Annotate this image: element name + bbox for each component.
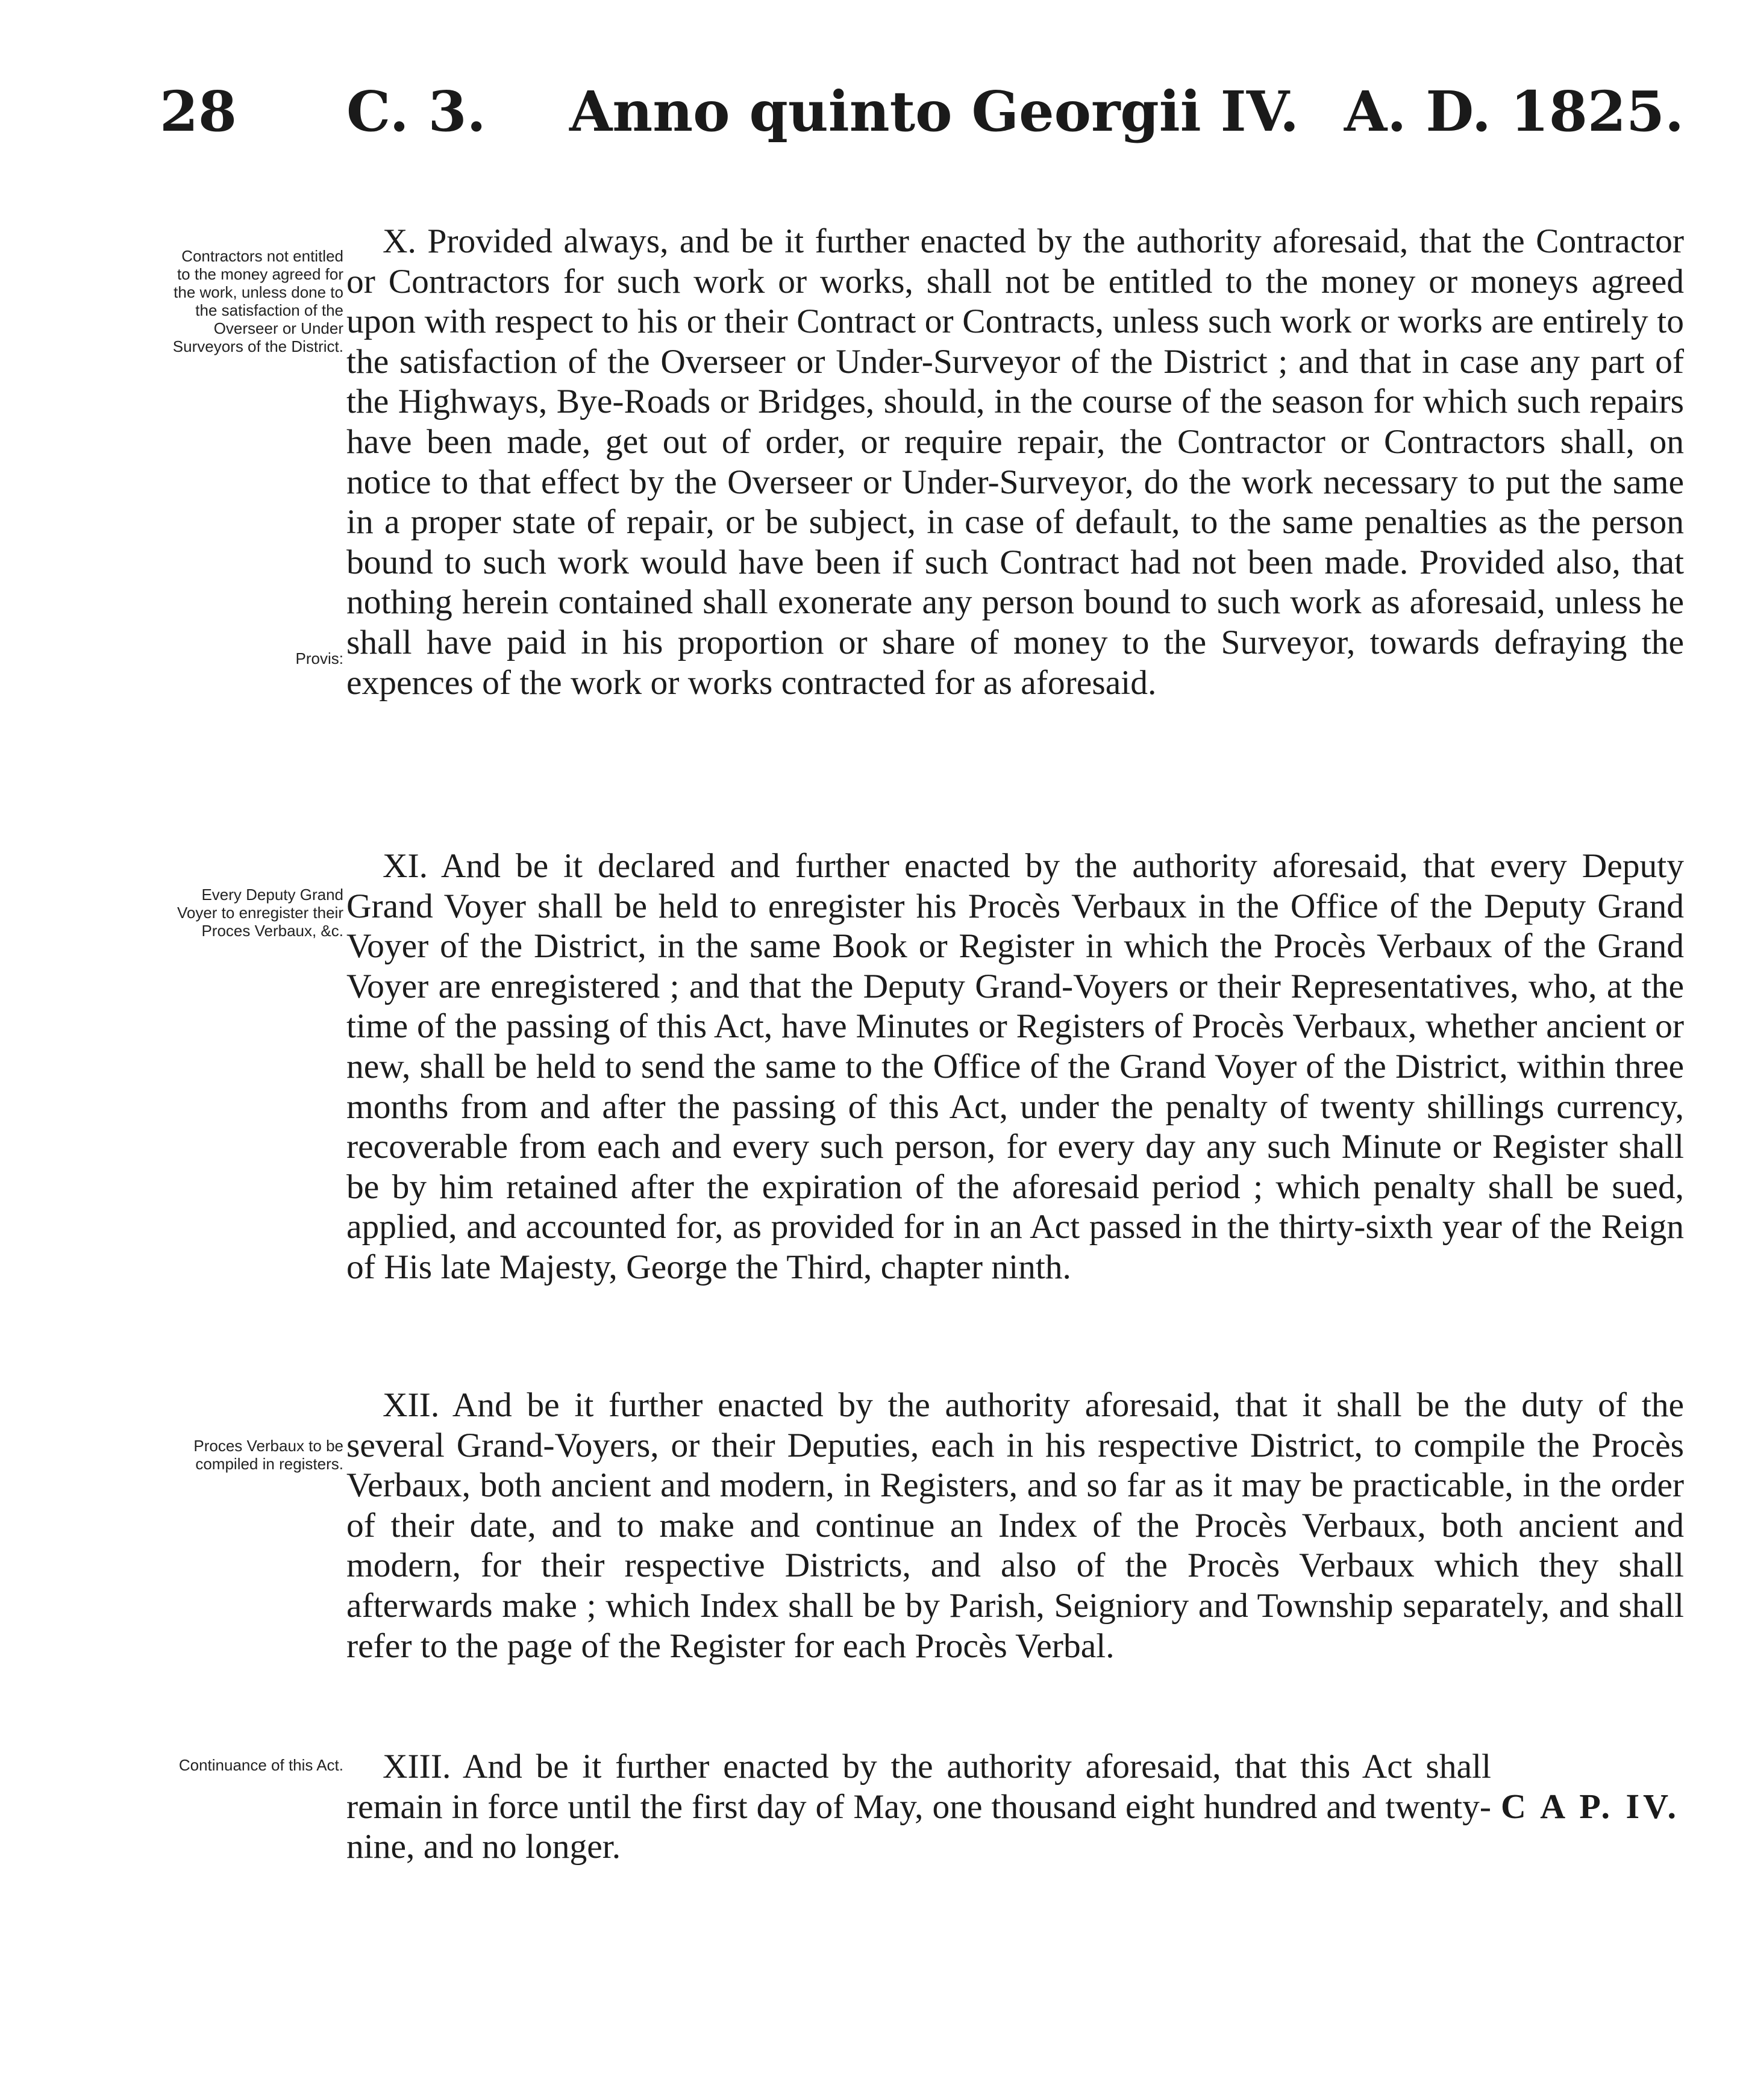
- margin-note-provis: Provis:: [295, 649, 343, 667]
- running-title: Anno quinto Georgii IV.: [569, 79, 1300, 144]
- year-heading: A. D. 1825.: [1344, 79, 1684, 144]
- catchword: C A P. IV.: [1501, 1787, 1680, 1826]
- page-number: 28: [160, 79, 237, 144]
- section-xiii: XIII. And be it further enacted by the authority aforesaid, that this Act shall remain in force until the first day of May, one thousand eight hundred and twenty-nine, and no longer.: [346, 1748, 1491, 1866]
- section-xi: XI. And be it declared and further enacted by the authority aforesaid, that every Deputy Grand Voyer shall be held to enregister his Procès Verbaux in the Office of the Deputy Grand Voyer of the District, in the same Book or Register in which the Procès Verbaux of the Grand Voyer are enregistered ; and that the Deputy Grand-Voyers or their Representatives, who, at the time of the passing of this Act, have Minutes or Registers of Procès Verbaux, whether ancient or new, shall be held to send the same to the Office of the Grand Voyer of the District, within three months from and after the passing of this Act, under the penalty of twenty shillings currency, recoverable from each and every such person, for every day any such Minute or Register shall be by him retained after the expiration of the aforesaid period ; which penalty shall be sued, applied, and accounted for, as provided for in an Act passed in the thirty-sixth year of the Reign of His late Majesty, George the Third, chapter ninth.: [346, 847, 1684, 1286]
- chapter-number: C. 3.: [346, 79, 486, 144]
- margin-note-contractors: Contractors not entitled to the money agreed for the work, unless done to the satisfaction of the Overseer or Under Surveyors of the District.: [172, 247, 343, 355]
- margin-note-continuance: Continuance of this Act.: [178, 1756, 343, 1774]
- page-header: [160, 66, 1684, 157]
- margin-note-proces-verbaux: Proces Verbaux to be compiled in registers.: [193, 1437, 343, 1473]
- section-xii: XII. And be it further enacted by the authority aforesaid, that it shall be the duty of the several Grand-Voyers, or their Deputies, each in his respective District, to compile the Procès Verbaux, both ancient and modern, in Registers, and so far as it may be practicable, in the order of their date, and to make and continue an Index of the Procès Verbaux, both ancient and modern, for their respective Districts, and also of the Procès Verbaux which they shall afterwards make ; which Index shall be by Parish, Seigniory and Township separately, and shall refer to the page of the Register for each Procès Verbal.: [346, 1386, 1684, 1665]
- margin-note-deputy: Every Deputy Grand Voyer to enregister their Proces Verbaux, &c.: [177, 886, 343, 940]
- section-x: X. Provided always, and be it further enacted by the authority aforesaid, that the Contractor or Contractors for such work or works, shall not be entitled to the money or moneys agreed upon with respect to his or their Contract or Contracts, unless such work or works are entirely to the satisfaction of the Overseer or Under-Surveyor of the District ; and that in case any part of the Highways, Bye-Roads or Bridges, should, in the course of the season for which such repairs have been made, get out of order, or require repair, the Contractor or Contractors shall, on notice to that effect by the Overseer or Under-Surveyor, do the work necessary to put the same in a proper state of repair, or be subject, in case of default, to the same penalties as the person bound to such work would have been if such Contract had not been made. Provided also, that nothing herein contained shall exonerate any person bound to such work as aforesaid, unless he shall have paid in his proportion or share of money to the Surveyor, towards defraying the expences of the work or works contracted for as aforesaid.: [346, 222, 1684, 702]
